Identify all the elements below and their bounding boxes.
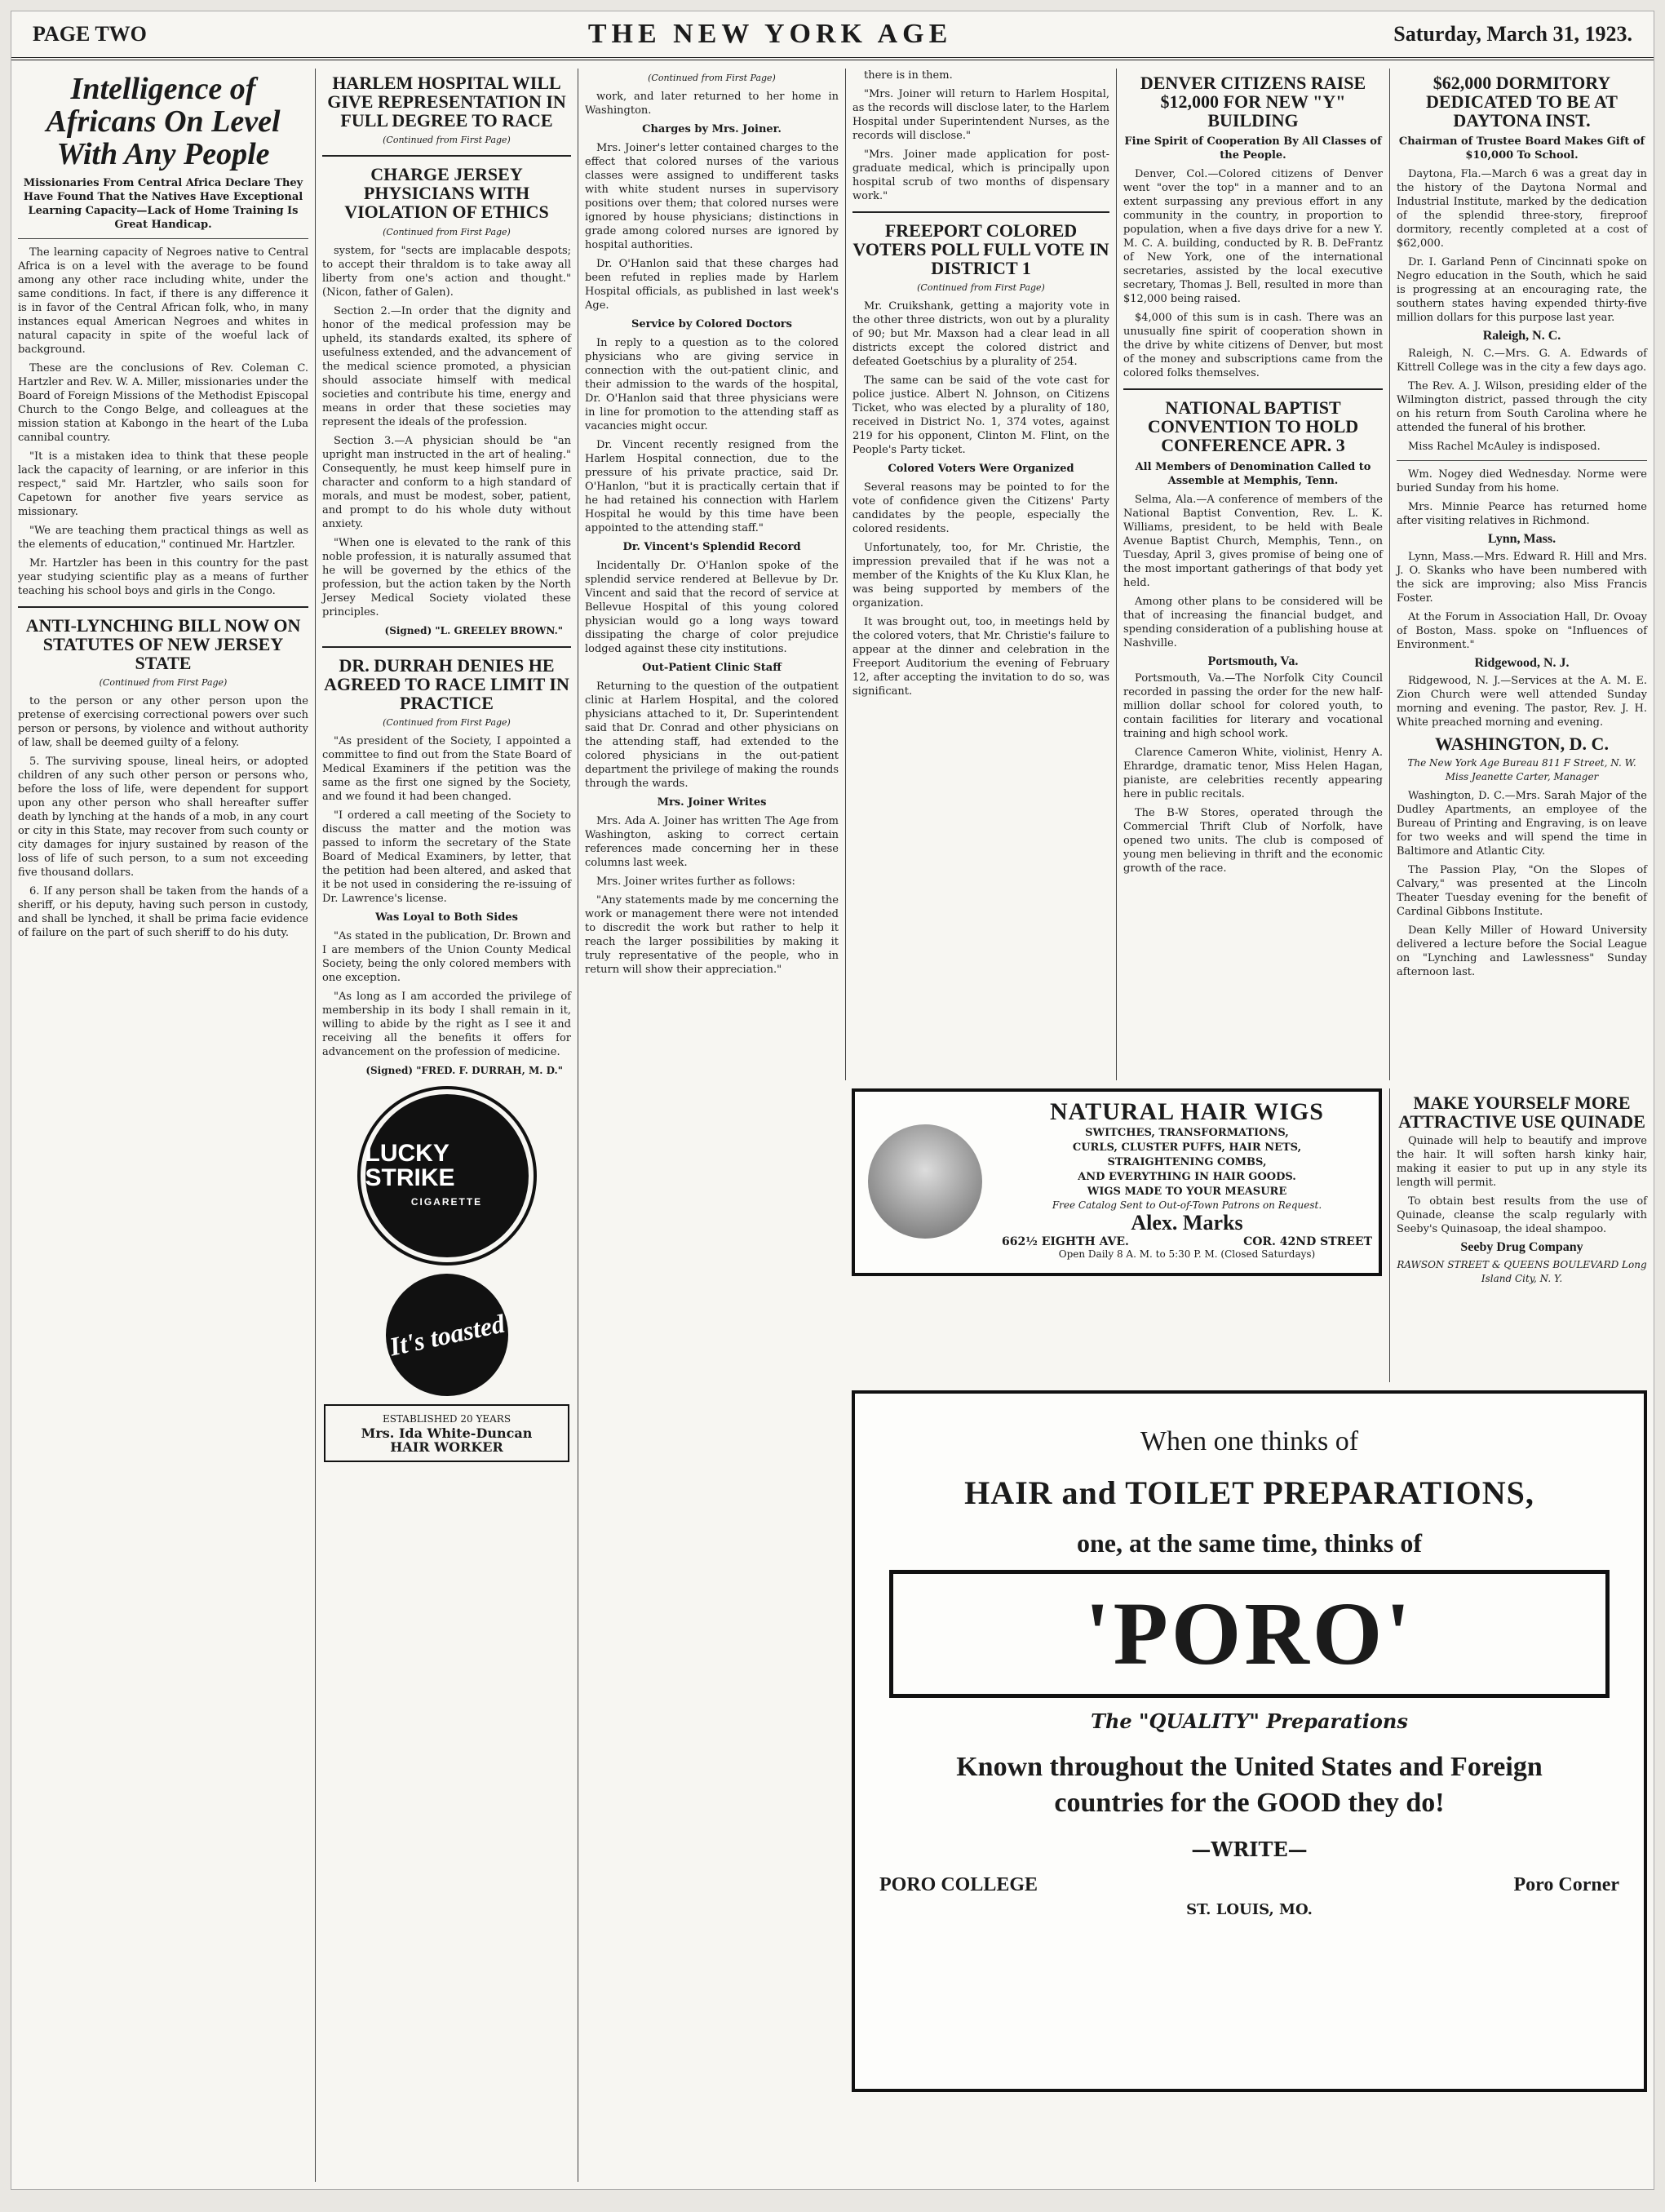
paragraph: The same can be said of the vote cast for police justice. Albert N. Johnson, on Citizens Ticket, who was elected by a plurality of 180, received in District No. 1, 374 votes, against 219 for his opponent, Clinton M. Flint, on the People's Party ticket.: [852, 375, 1109, 457]
paragraph: $4,000 of this sum is in cash. There was an unusually fine spirit of cooperation shown in the drive by white citizens of Denver, but most of the money and subscriptions came from the colored folks themselves.: [1123, 312, 1383, 380]
poro-write: —WRITE—: [1191, 1837, 1308, 1861]
paragraph: Mrs. Joiner writes further as follows:: [596, 875, 795, 888]
paragraph: Daytona, Fla.—March 6 was a great day in the history of the Daytona Normal and Industrial Institute, marked by the dedication of the splendid three-story, fireproof dormitory, recently completed at a cost of $62,000.: [1397, 168, 1647, 250]
continued-note: (Continued from First Page): [383, 226, 511, 237]
headline-baptist: NATIONAL BAPTIST CONVENTION TO HOLD CONFERENCE APR. 3: [1147, 397, 1359, 456]
paragraph: In reply to a question as to the colored physicians who are giving service in connection with the out-patient clinic, and their admission to the wards of the hospital, Dr. O'Hanlon said that three physicians were in line for promotion to the attending staff as vacancies might occur.: [585, 337, 839, 432]
divider: [1397, 460, 1647, 461]
continued-note: (Continued from First Page): [648, 73, 776, 83]
paragraph: system, for "sects are implacable despots; to accept their thraldom is to take away all liberty from one's action and thought." (Nicon, father of Galen).: [322, 244, 571, 299]
paragraph: Incidentally Dr. O'Hanlon spoke of the splendid service rendered at Bellevue by Dr. Vincent and said that the record of service at Bellevue Hospital of this young colored physician would go a long ways toward dissipating the charge of color prejudice lodged against these city institutions.: [585, 560, 839, 655]
headline-daytona: $62,000 DORMITORY DEDICATED TO BE AT DAYTONA INST.: [1426, 73, 1618, 131]
paragraph: Dr. I. Garland Penn of Cincinnati spoke on Negro education in the South, which he said is progressing at an encouraging rate, the southern states having expended thirty-five million dollars for this purpose last year.: [1397, 256, 1647, 325]
subhead: Mrs. Joiner Writes: [657, 796, 767, 809]
hair-ad-line: STRAIGHTENING COMBS,: [1107, 1156, 1267, 1168]
paragraph: Raleigh, N. C.—Mrs. G. A. Edwards of Kittrell College was in the city a few days ago.: [1397, 348, 1647, 375]
subhead: Out-Patient Clinic Staff: [642, 662, 782, 674]
paragraph: to the person or any other person upon the pretense of exercising correctional powers over such person or persons, by violence and without authority of law, shall be deemed guilty of a felony.: [18, 694, 308, 749]
paragraph: Ridgewood, N. J.—Services at the A. M. E. Zion Church were well attended Sunday morning and evening. The pastor, Rev. J. H. White preached morning and evening.: [1397, 674, 1647, 729]
column-1: [11, 69, 315, 2182]
headline-africans: Intelligence of Africans On Level With Any People: [46, 72, 281, 171]
paragraph: Denver, Col.—Colored citizens of Denver went "over the top" in a manner and to an extent surpassing any previous effort in any community in the country, in proportion to population, when a five days drive for a new Y. M. C. A. building, conducted by R. B. DeFrantz of New York, one of the international secretaries, assisted by the local executive secretary, Thomas J. Bell, resulted in more than $12,000 being raised.: [1123, 168, 1383, 306]
subhead: Dr. Vincent's Splendid Record: [622, 541, 801, 553]
deck-daytona: Chairman of Trustee Board Makes Gift of $10,000 To School.: [1398, 135, 1645, 162]
column-6: [1389, 69, 1654, 1080]
hair-ad-text: [995, 1092, 1379, 1273]
poro-known: Known throughout the United States and Foreign countries for the GOOD they do!: [956, 1752, 1543, 1818]
paragraph: These are the conclusions of Rev. Coleman C. Hartzler and Rev. W. A. Miller, missionaries under the Board of Foreign Missions of the Methodist Episcopal Church to the Congo Belge, and colleagues at the mission station at Kabongo in the heart of the Luba cannibal country.: [18, 361, 308, 444]
paragraph: "Mrs. Joiner will return to Harlem Hospital, as the records will disclose later, to the Harlem Hospital under Superintendent Nurses, as the records will disclose.": [852, 88, 1109, 142]
paragraph: Unfortunately, too, for Mr. Christie, the impression prevailed that if he was not a member of the Knights of the Ku Klux Klan, he was being supported by members of the organization.: [852, 542, 1109, 610]
column-2: [315, 69, 578, 2182]
paragraph: Mrs. Ada A. Joiner has written The Age from Washington, asking to correct certain references made concerning her in these columns last week.: [585, 815, 839, 869]
paragraph: Dr. O'Hanlon said that these charges had been refuted in replies made by Harlem Hospital officials, as published in last week's Age.: [585, 258, 839, 312]
poro-footer: [879, 1874, 1619, 1896]
paragraph: Section 3.—A physician should be "an upright man instructed in the art of healing." Consequently, he must keep himself pure in character and conform to a high standard of morals, and must be modest, sober, patient, and prompt to do his whole duty without anxiety.: [322, 434, 571, 530]
subhead: Service by Colored Doctors: [631, 318, 792, 330]
paragraph: "It is a mistaken idea to think that these people lack the capacity of learning, or are inferior in this respect," said Mr. Hartzler, who sails soon for Capetown for another five years service as missionary.: [18, 450, 308, 518]
paragraph: "As long as I am accorded the privilege of membership in its body I shall remain in it, willing to abide by the right as I see it and receiving all the benefits it offers for advancement on the profession of medicine.: [322, 990, 571, 1058]
paragraph: The B-W Stores, operated through the Commercial Thrift Club of Norfolk, have opened two units. The club is composed of young men believing in thrift and the economic growth of the race.: [1123, 807, 1383, 875]
hair-ad-address-left: 662½ EIGHTH AVE.: [1002, 1235, 1129, 1248]
paragraph: 6. If any person shall be taken from the hands of a sheriff, or his deputy, having such person in custody, and shall be lynched, it shall be prima facie evidence of failure on the part of such sheriff to do his duty.: [18, 884, 308, 939]
portrait-illustration: [868, 1124, 982, 1239]
hair-ad-address: [1002, 1235, 1372, 1248]
hair-ad-line: AND EVERYTHING IN HAIR GOODS.: [1078, 1171, 1296, 1183]
column-4: [845, 69, 1116, 1080]
continued-note: (Continued from First Page): [917, 282, 1045, 294]
headline-portsmouth: Portsmouth, Va.: [1207, 654, 1299, 668]
column-5: [1116, 69, 1389, 1080]
paragraph: Miss Rachel McAuley is indisposed.: [1408, 441, 1601, 454]
poro-ad: [852, 1390, 1647, 2092]
quinade-block: [1389, 1088, 1654, 1382]
headline-raleigh: Raleigh, N. C.: [1482, 329, 1561, 344]
poro-corner: Poro Corner: [1513, 1874, 1619, 1895]
spacer: [845, 1284, 852, 1291]
paragraph: Clarence Cameron White, violinist, Henry A. Ehrardge, dramatic tenor, Miss Helen Hagan, pianiste, are celebrities recently appearing here in public recitals.: [1123, 747, 1383, 801]
hair-worker-ad: [324, 1404, 569, 1462]
headline-durrah: DR. DURRAH DENIES HE AGREED TO RACE LIMIT IN PRACTICE: [324, 654, 569, 713]
paragraph: "Any statements made by me concerning the work or management there were not intended to discredit the work but rather to help it reach the larger possibilities by making it truly representative of the people, who in return will show their appreciation.": [585, 894, 839, 976]
issue-date: Saturday, March 31, 1923.: [1393, 22, 1632, 46]
paragraph: Section 2.—In order that the dignity and honor of the medical profession may be upheld, its standards exalted, its sphere of usefulness extended, and the advancement of the medical science promoted, a physician should associate himself with medical societies and contribute his time, energy and means in order that these societies may represent the ideals of the profession.: [322, 304, 571, 428]
paragraph: Dean Kelly Miller of Howard University delivered a lecture before the Social League on "Lynching and Lawlessness" Sunday afternoon last.: [1397, 924, 1647, 978]
deck-africans: Missionaries From Central Africa Declare They Have Found That the Natives Have Exceptional Learning Capacity—Lack of Home Training Is Great Handicap.: [23, 176, 303, 231]
paragraph: "Mrs. Joiner made application for post-graduate medical, which is principally upon hospital scrub of two months of dispensary work.": [852, 149, 1109, 202]
paragraph: The learning capacity of Negroes native to Central Africa is on a level with the average to be found among any other race including white, under the same conditions. In fact, if there is any difference it is in favor of the Central African folk, who, in many instances equal American Negroes and whites in natural capacity in spite of the woeful lack of background.: [18, 246, 308, 356]
paragraph: "We are teaching them practical things as well as the elements of education," continued Mr. Hartzler.: [18, 524, 308, 551]
paragraph: Quinade will help to beautify and improve the hair. It will soften harsh kinky hair, making it easier to put up in any style its length will permit.: [1397, 1135, 1647, 1190]
paragraph: Wm. Nogey died Wednesday. Norme were buried Sunday from his home.: [1397, 468, 1647, 495]
divider: [852, 211, 1109, 213]
poro-line2: one, at the same time, thinks of: [1076, 1528, 1423, 1558]
paragraph: there is in them.: [864, 69, 953, 82]
subhead: Was Loyal to Both Sides: [375, 911, 518, 924]
signature: (Signed) "FRED. F. DURRAH, M. D.": [365, 1064, 563, 1076]
paragraph: Returning to the question of the outpatient clinic at Harlem Hospital, and the colored physicians attached to it, Dr. Superintendent said that Dr. Conrad and other physicians on the attending staff, had extended to the colored physicians in the out-patient department the privilege of making the rounds through the wards.: [585, 680, 839, 790]
paragraph: 5. The surviving spouse, lineal heirs, or adopted children of any such other person or persons who, before the loss of life, were dependent for support upon any other person who shall hereafter suffer death by lynching at the hands of a mob, in any court or city in this State, may recover from such county or city damages for injury sustained by reason of the loss of life of such person, to a sum not exceeding five thousand dollars.: [18, 755, 308, 879]
toasted-badge: It's toasted: [374, 1262, 520, 1407]
continued-note: (Continued from First Page): [383, 716, 511, 728]
masthead: [11, 11, 1654, 60]
paragraph: Among other plans to be considered will be that of increasing the financial budget, and spending consideration of a publishing house at Nashville.: [1123, 595, 1383, 649]
paragraph: Portsmouth, Va.—The Norfolk City Council recorded in passing the order for the new half-million dollar school for colored youth, to contain facilities for literary and vocational training and high school work.: [1123, 672, 1383, 741]
hair-ad-line: SWITCHES, TRANSFORMATIONS,: [1085, 1127, 1289, 1139]
headline-denver: DENVER CITIZENS RAISE $12,000 FOR NEW "Y" BUILDING: [1140, 73, 1366, 131]
cigarette-label: CIGARETTE: [410, 1196, 483, 1208]
page-label: PAGE TWO: [33, 22, 147, 46]
paragraph: Mrs. Joiner's letter contained charges to the effect that colored nurses of the various classes were assigned to undifferent tasks with white student nurses in supervisory positions over them; that colored nurses were ignored by house physicians; distinctions in grade among colored nurses are ignored by hospital authorities.: [585, 142, 839, 251]
ad-trade: HAIR WORKER: [390, 1438, 503, 1455]
lucky-strike-ad: [361, 1089, 534, 1262]
paragraph: "When one is elevated to the rank of this noble profession, it is naturally assumed that he will be governed by the ethics of the profession, but the action taken by the North Jersey Medical Society violated these principles.: [322, 536, 571, 618]
poro-city: ST. LOUIS, MO.: [1186, 1901, 1313, 1918]
lucky-strike-label: LUCKY STRIKE: [365, 1140, 455, 1192]
paragraph: The Passion Play, "On the Slopes of Calvary," was presented at the Lincoln Theater Tuesday evening for the benefit of Cardinal Gibbons Institute.: [1397, 863, 1647, 918]
paragraph: "I ordered a call meeting of the Society to discuss the matter and the motion was passed to inform the secretary of the State Board of Medical Examiners, by letter, that the petition had been altered, and asked that it be not used in considering the re-issuing of Dr. Lawrence's license.: [322, 809, 571, 905]
paragraph: It was brought out, too, in meetings held by the colored voters, that Mr. Christie's failure to appear at the dinner and celebration in the Freeport Auditorium the evening of February 12, after accepting the invitation to do so, was significant.: [852, 616, 1109, 698]
hair-ad-name: Alex. Marks: [1131, 1211, 1243, 1235]
divider: [322, 155, 571, 157]
divider: [1123, 388, 1383, 390]
paragraph: Lynn, Mass.—Mrs. Edward R. Hill and Mrs. J. O. Skanks who have been numbered with the sick are improving; also Miss Francis Foster.: [1397, 550, 1647, 605]
paragraph: Mr. Hartzler has been in this country for the past year studying scientific play as a means of further teaching his school boys and girls in the Congo.: [18, 556, 308, 597]
paragraph: Mrs. Minnie Pearce has returned home after visiting relatives in Richmond.: [1397, 501, 1647, 528]
paragraph: "As president of the Society, I appointed a committee to find out from the State Board of Medical Examiners if the petition was the same as the first one signed by the Society, and we found it had been changed.: [322, 734, 571, 803]
paragraph: The Rev. A. J. Wilson, presiding elder of the Wilmington district, passed through the city on his return from South Carolina where he attended the funeral of his brother.: [1397, 380, 1647, 435]
poro-college: PORO COLLEGE: [879, 1874, 1038, 1895]
continued-note: (Continued from First Page): [383, 135, 511, 146]
company-name: Seeby Drug Company: [1460, 1240, 1583, 1255]
headline-quinade: MAKE YOURSELF MORE ATTRACTIVE USE QUINADE: [1398, 1093, 1645, 1133]
subhead: Charges by Mrs. Joiner.: [642, 123, 782, 135]
newspaper-page: [11, 11, 1654, 2189]
divider: [18, 238, 308, 239]
paragraph: Washington, D. C.—Mrs. Sarah Major of the Dudley Apartments, an employee of the Bureau of Printing and Engraving, is on leave for two weeks and will spend the time in Baltimore and Atlantic City.: [1397, 789, 1647, 858]
hair-ad-catalog: Free Catalog Sent to Out-of-Town Patrons on Request.: [1052, 1199, 1322, 1211]
headline-lynn: Lynn, Mass.: [1487, 532, 1557, 547]
hair-ad-title: NATURAL HAIR WIGS: [1050, 1098, 1324, 1125]
paragraph: "As stated in the publication, Dr. Brown and I are members of the Union County Medical Society, being the only colored members with one exception.: [322, 929, 571, 984]
paragraph: Selma, Ala.—A conference of members of the National Baptist Convention, Rev. L. K. Williams, president, to be held with Beale Avenue Baptist Church, Memphis, Tenn., on Tuesday, April 3, gives promise of being one of the most important gatherings of that body yet held.: [1123, 493, 1383, 589]
hair-ad-hours: Open Daily 8 A. M. to 5:30 P. M. (Closed Saturdays): [1058, 1248, 1316, 1260]
paragraph: Mr. Cruikshank, getting a majority vote in the other three districts, won out by a plurality of 90; but Mr. Maxson had a clear lead in all districts except the colored district and defeated Goetschius by a plurality of 254.: [852, 300, 1109, 369]
column-3: [578, 69, 845, 2182]
continued-note: (Continued from First Page): [99, 676, 228, 688]
poro-intro: When one thinks of: [1140, 1426, 1359, 1456]
paragraph: To obtain best results from the use of Quinade, cleanse the scalp regularly with Seeby's Quinasoap, the ideal shampoo.: [1397, 1195, 1647, 1236]
signature: (Signed) "L. GREELEY BROWN.": [384, 624, 563, 636]
hair-ad-line: CURLS, CLUSTER PUFFS, HAIR NETS,: [1072, 1141, 1302, 1154]
headline-jersey-physicians: CHARGE JERSEY PHYSICIANS WITH VIOLATION OF ETHICS: [344, 164, 549, 223]
ad-established: ESTABLISHED 20 YEARS: [382, 1412, 511, 1425]
natural-hair-wigs-ad: [852, 1088, 1382, 1276]
hair-ad-line: WIGS MADE TO YOUR MEASURE: [1087, 1186, 1287, 1198]
paragraph: work, and later returned to her home in Washington.: [585, 91, 839, 117]
headline-freeport: FREEPORT COLORED VOTERS POLL FULL VOTE IN DISTRICT 1: [852, 220, 1109, 279]
divider: [322, 646, 571, 648]
headline-harlem-hospital: HARLEM HOSPITAL WILL GIVE REPRESENTATION IN FULL DEGREE TO RACE: [327, 73, 566, 131]
paragraph: At the Forum in Association Hall, Dr. Ovoay of Boston, Mass. spoke on "Influences of Environment.": [1397, 610, 1647, 651]
headline-washington: WASHINGTON, D. C.: [1435, 733, 1609, 754]
paragraph: Dr. Vincent recently resigned from the Harlem Hospital connection, due to the pressure of his private practice, said Dr. O'Hanlon, "but it is practically certain that if he had retained his connection with Harlem Hospital he would by this time have been appointed to the attending staff.": [585, 439, 839, 534]
ad-name: Mrs. Ida White-Duncan: [361, 1425, 533, 1441]
subhead: Colored Voters Were Organized: [888, 463, 1074, 476]
poro-brand: 'PORO': [889, 1570, 1610, 1698]
hair-ad-address-right: COR. 42ND STREET: [1243, 1235, 1372, 1248]
deck-baptist: All Members of Denomination Called to Assemble at Memphis, Tenn.: [1135, 460, 1371, 487]
headline-ridgewood: Ridgewood, N. J.: [1474, 655, 1570, 670]
divider: [18, 606, 308, 608]
paper-name: THE NEW YORK AGE: [587, 19, 953, 49]
bureau-note: The New York Age Bureau 811 F Street, N. W. Miss Jeanette Carter, Manager: [1407, 756, 1636, 782]
paragraph: Several reasons may be pointed to for the vote of confidence given the Citizens' Party candidates by the people, especially the colored residents.: [852, 481, 1109, 536]
deck-denver: Fine Spirit of Cooperation By All Classes of the People.: [1124, 135, 1382, 162]
company-address: RAWSON STREET & QUEENS BOULEVARD Long Island City, N. Y.: [1397, 1258, 1647, 1284]
headline-anti-lynching: ANTI-LYNCHING BILL NOW ON STATUTES OF NEW JERSEY STATE: [25, 614, 301, 673]
poro-headline: HAIR and TOILET PREPARATIONS,: [964, 1474, 1534, 1511]
poro-quality: The "QUALITY" Preparations: [1091, 1709, 1408, 1733]
